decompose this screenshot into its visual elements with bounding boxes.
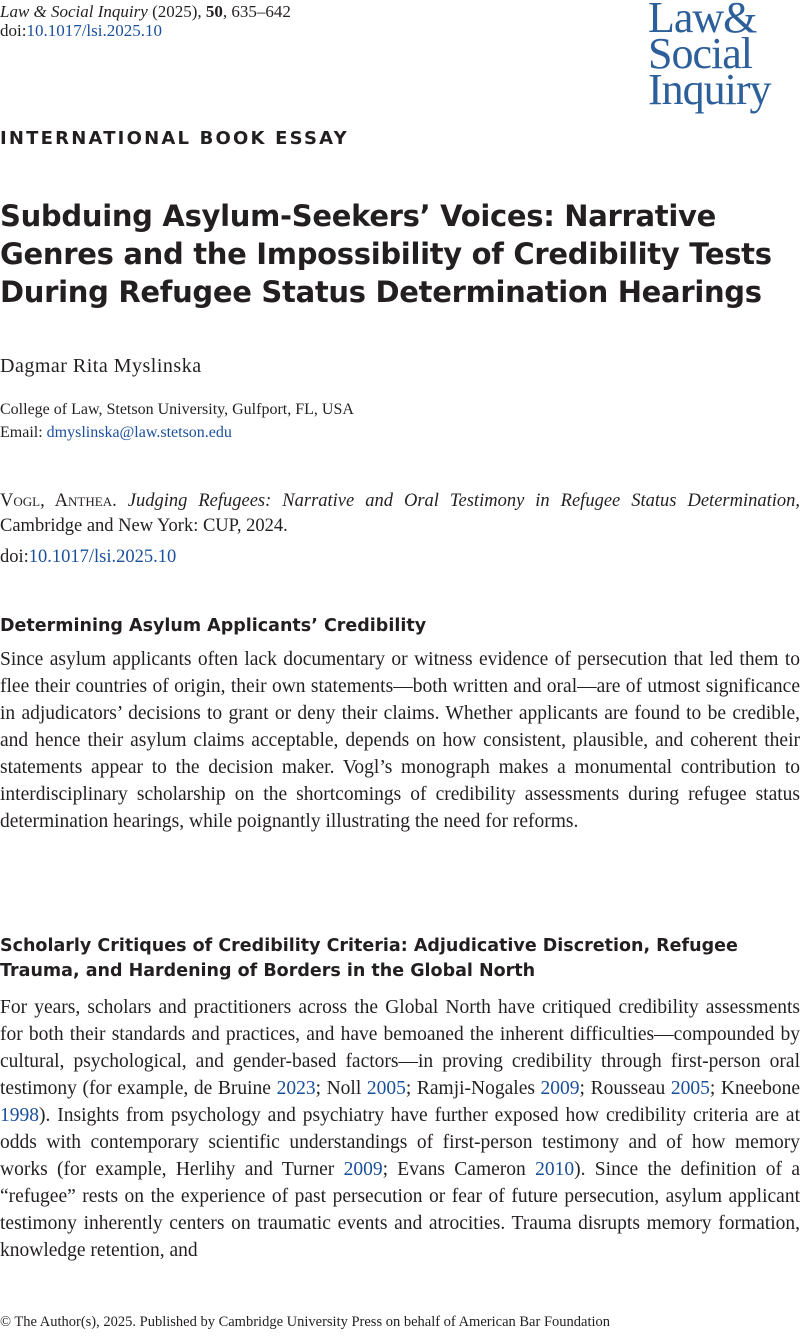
header-doi — [0, 20, 162, 42]
review-doi-link[interactable]: 10.1017/lsi.2025.10 — [28, 547, 177, 567]
book-title: Judging Refugees: Narrative and Oral Testimony in Refugee Status Determination — [127, 491, 796, 511]
citation-link[interactable]: 2009 — [540, 1078, 580, 1099]
body-text: For years, scholars and practitioners across the Global North have critiqued credibility assessments for both their standards and practices, and have bemoaned the inherent difficulties—compounded by cultural, psychological, and gender-based factors—in proving credibility through first-person oral testimony (for example, de Bruine — [0, 997, 800, 1099]
body-text: ; Kneebone — [709, 1078, 800, 1099]
email-label: Email: — [0, 424, 47, 441]
body-text: ; Ramji-Nogales — [405, 1078, 541, 1099]
doi-prefix: doi: — [0, 21, 27, 40]
author-name: Dagmar Rita Myslinska — [0, 355, 202, 377]
book-author: Vogl, Anthea — [0, 491, 113, 511]
journal-logo — [648, 0, 798, 114]
section-heading-credibility: Determining Asylum Applicants’ Credibility — [0, 616, 427, 636]
citation-link[interactable]: 2010 — [535, 1159, 575, 1180]
citation-link[interactable]: 1998 — [0, 1105, 39, 1126]
body-text: ). Since the definition of a “refugee” rests on the experience of past persecution or fear of future persecution, asylum applicant testimony inherently centers on traumatic events and atrocities. Trauma disrupts memory formation, knowledge retention, and — [0, 1159, 800, 1261]
body-text: ; Rousseau — [579, 1078, 671, 1099]
doi-link[interactable]: 10.1017/lsi.2025.10 — [26, 21, 162, 40]
journal-year: (2025), — [147, 2, 206, 21]
email-link[interactable]: dmyslinska@law.stetson.edu — [46, 424, 232, 441]
section-heading-critiques: Scholarly Critiques of Credibility Criteria: Adjudicative Discretion, Refugee Trauma, and Hardening of Borders in the Global North — [0, 936, 738, 981]
logo-line-3: Inquiry — [648, 65, 771, 114]
section-body-critiques — [0, 994, 800, 1264]
reviewed-book-citation: Vogl, Anthea. Judging Refugees: Narrative and Oral Testimony in Refugee Status Determination, Cambridge and New York: CUP, 2024. — [0, 491, 800, 536]
book-publisher: , Cambridge and New York: CUP, 2024. — [0, 491, 800, 536]
review-doi-prefix: doi: — [0, 547, 29, 567]
copyright-footer: © The Author(s), 2025. Published by Cambridge University Press on behalf of American Bar Foundation — [0, 1314, 610, 1330]
citation-link[interactable]: 2005 — [670, 1078, 710, 1099]
author-email-line — [0, 423, 232, 443]
author-affiliation: College of Law, Stetson University, Gulfport, FL, USA — [0, 401, 354, 418]
journal-citation — [0, 2, 291, 22]
article-type: INTERNATIONAL BOOK ESSAY — [0, 128, 349, 149]
journal-volume: 50 — [205, 2, 223, 21]
body-text: ; Evans Cameron — [382, 1159, 536, 1180]
citation-link[interactable]: 2023 — [276, 1078, 316, 1099]
body-text: ). Insights from psychology and psychiatry have further exposed how credibility criteria are at odds with contemporary scientific understandings of first-person testimony and of how memory works (for example, Herlihy and Turner — [0, 1105, 800, 1180]
logo-line-2: Social — [648, 29, 752, 78]
citation-link[interactable]: 2009 — [343, 1159, 383, 1180]
logo-line-1: Law& — [648, 0, 757, 42]
citation-link[interactable]: 2005 — [366, 1078, 406, 1099]
body-text: ; Noll — [315, 1078, 367, 1099]
journal-pages: , 635–642 — [222, 2, 291, 21]
article-title: Subduing Asylum-Seekers’ Voices: Narrative Genres and the Impossibility of Credibility Tests During Refugee Status Determination Hearings — [0, 199, 772, 309]
section-body-credibility: Since asylum applicants often lack documentary or witness evidence of persecution that led them to flee their countries of origin, their own statements—both written and oral—are of utmost significance in adjudicators’ decisions to grant or deny their claims. Whether applicants are found to be credible, and hence their asylum claims acceptable, depends on how consistent, plausible, and coherent their statements appear to the decision maker. Vogl’s monograph makes a monumental contribution to interdisciplinary scholarship on the shortcomings of credibility assessments during refugee status determination hearings, while poignantly illustrating the need for reforms. — [0, 649, 800, 832]
journal-name: Law & Social Inquiry — [0, 2, 148, 21]
review-doi — [0, 545, 176, 570]
